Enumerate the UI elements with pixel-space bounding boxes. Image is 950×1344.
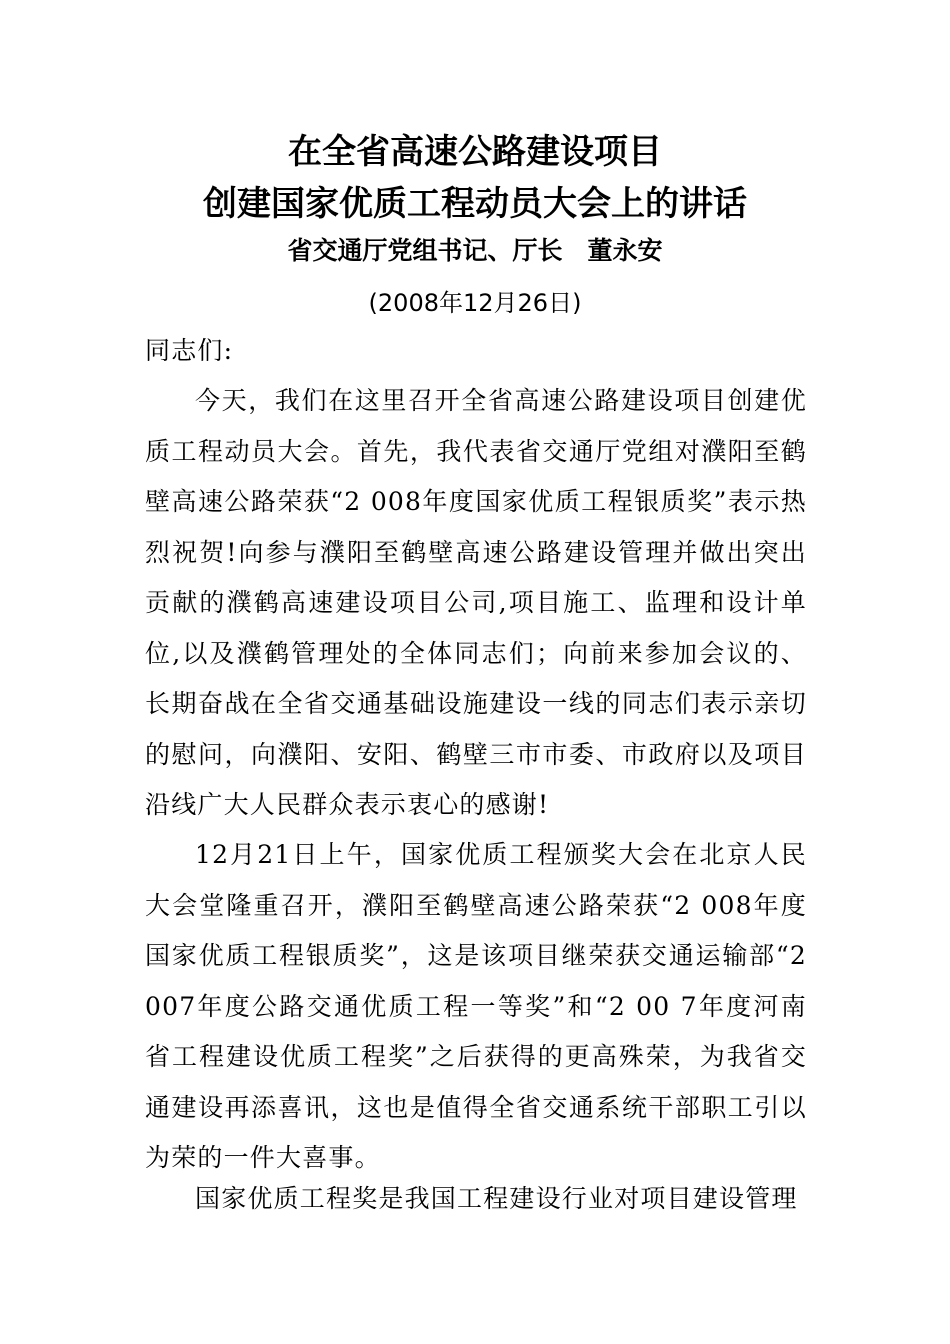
author-line: 省交通厅党组书记、厅长 董永安 — [287, 236, 663, 265]
date-line: (2008年12月26日) — [368, 289, 582, 317]
salutation: 同志们: — [145, 336, 234, 365]
paragraph-1: 今天，我们在这里召开全省高速公路建设项目创建优质工程动员大会。首先，我代表省交通厅党组对濮阳至鹤壁高速公路荣获“2 008年度国家优质工程银质奖”表示热烈祝贺!向参与濮阳至鹤壁高速公路建设管理并做出突出贡献的濮鹤高速建设项目公司,项目施工、监理和设计单位,以及濮鹤管理处的全体同志们；向前来参加会议的、长期奋战在全省交通基础设施建设一线的同志们表示亲切的慰问，向濮阳、安阳、鹤壁三市市委、市政府以及项目沿线广大人民群众表示衷心的感谢! — [145, 386, 807, 819]
title-line-2: 创建国家优质工程动员大会上的讲话 — [203, 184, 747, 224]
paragraph-2: 12月21日上午，国家优质工程颁奖大会在北京人民大会堂隆重召开，濮阳至鹤壁高速公路荣获“2 008年度国家优质工程银质奖”，这是该项目继荣获交通运输部“2 007年度公路交通优质工程一等奖”和“2 00 7年度河南省工程建设优质工程奖”之后获得的更高殊荣，为我省交通建设再添喜讯，这也是值得全省交通系统干部职工引以为荣的一件大喜事。 — [145, 840, 807, 1172]
paragraph-3: 国家优质工程奖是我国工程建设行业对项目建设管理 — [195, 1184, 798, 1213]
title-line-1: 在全省高速公路建设项目 — [288, 132, 662, 172]
